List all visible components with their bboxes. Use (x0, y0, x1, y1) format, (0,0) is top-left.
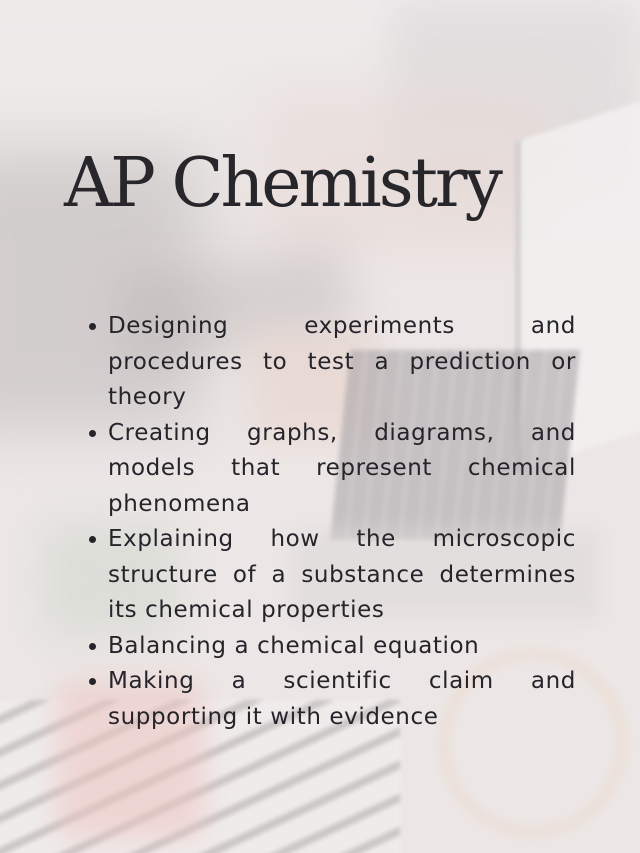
bullet-icon (89, 323, 96, 330)
list-item (86, 522, 576, 629)
bullet-icon (89, 430, 96, 437)
bullet-icon (89, 536, 96, 543)
list-item-text: Balancing a chemical equation (108, 632, 480, 659)
skills-list (86, 309, 576, 735)
list-item (86, 416, 576, 523)
list-item (86, 309, 576, 416)
list-item-text: Making a scientific claim and supporting it with evidence (108, 668, 576, 730)
bullet-icon (89, 643, 96, 650)
list-item (86, 629, 576, 665)
list-item-text: Designing experiments and procedures to test a prediction or theory (108, 313, 576, 410)
bullet-icon (89, 678, 96, 685)
list-item (86, 664, 576, 735)
list-item-text: Explaining how the microscopic structure of a substance determines its chemical properties (108, 526, 576, 623)
page-title: AP Chemistry (64, 144, 500, 223)
list-item-text: Creating graphs, diagrams, and models that represent chemical phenomena (108, 419, 576, 517)
